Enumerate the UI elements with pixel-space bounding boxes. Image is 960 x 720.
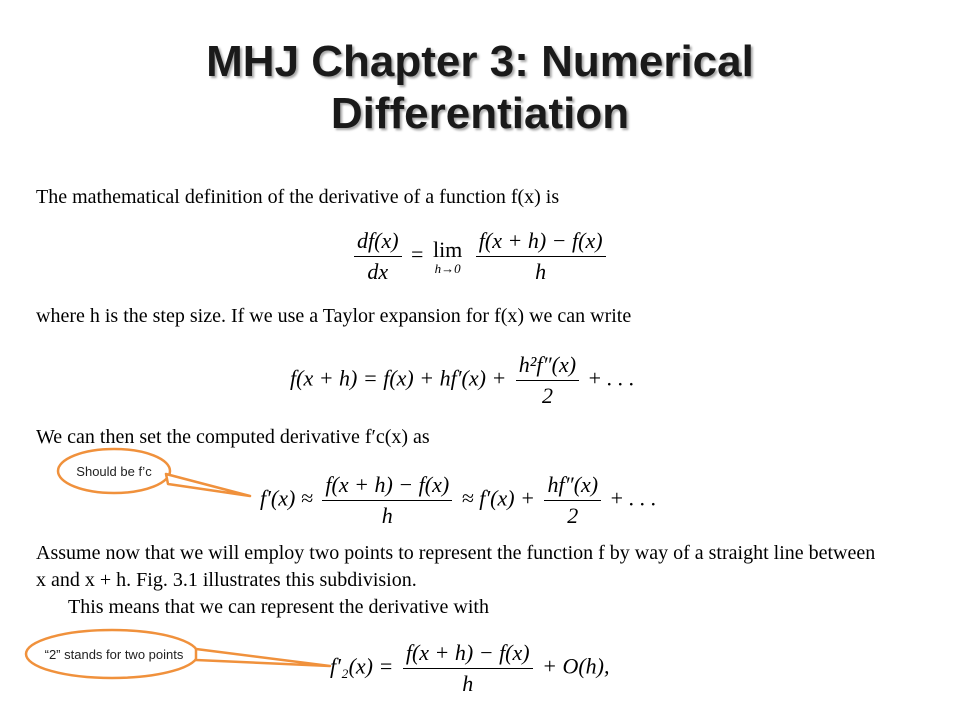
eq3-numerator-1: f(x + h) − f(x): [322, 472, 452, 501]
eq3-tail: + . . .: [610, 485, 657, 511]
eq1-lim-text: lim: [432, 236, 463, 262]
eq1-rhs-denominator: h: [535, 259, 547, 284]
callout-pointer-2: [196, 649, 330, 666]
title-line-2: Differentiation: [330, 89, 630, 138]
eq4-denominator: h: [462, 671, 474, 696]
callout-pointer-1: [166, 474, 250, 496]
eq1-rhs-numerator: f(x + h) − f(x): [476, 228, 606, 257]
paragraph-two-points-line2: x and x + h. Fig. 3.1 illustrates this subdivision.: [36, 569, 417, 591]
eq4-tail: + O(h),: [542, 653, 610, 679]
eq1-lhs-denominator: dx: [367, 259, 389, 284]
eq2-numerator: h²f″(x): [516, 352, 579, 381]
paragraph-definition: The mathematical definition of the derivative of a function f(x) is: [36, 186, 560, 208]
paragraph-two-points-line1: Assume now that we will employ two points to represent the function f by way of a straight line between: [36, 542, 876, 564]
eq3-middle: ≈ f′(x) +: [461, 485, 535, 511]
paragraph-represent-derivative: This means that we can represent the derivative with: [68, 596, 489, 618]
title-line-1: MHJ Chapter 3: Numerical: [206, 37, 754, 86]
eq3-denominator-2: 2: [567, 503, 579, 528]
eq2-denominator: 2: [541, 383, 553, 408]
eq3-numerator-2: hf″(x): [544, 472, 601, 501]
eq1-lhs-numerator: df(x): [354, 228, 402, 257]
paragraph-step-size: where h is the step size. If we use a Taylor expansion for f(x) we can write: [36, 305, 632, 327]
eq3-denominator-1: h: [381, 503, 393, 528]
eq2-lhs: f(x + h) = f(x) + hf′(x) +: [290, 365, 507, 391]
eq3-lhs: f′(x) ≈: [260, 485, 313, 511]
paragraph-computed-derivative: We can then set the computed derivative f′c(x) as: [36, 426, 430, 448]
callout-two-points: “2” stands for two points: [44, 646, 184, 662]
eq4-lhs: f′₂(x) =: [330, 653, 394, 679]
eq1-lim-subscript: h→0: [434, 260, 461, 276]
eq4-numerator: f(x + h) − f(x): [403, 640, 533, 669]
eq1-equals: =: [411, 241, 424, 267]
callout-should-be-fc: Should be f’c: [76, 463, 152, 479]
eq2-tail: + . . .: [588, 365, 635, 391]
